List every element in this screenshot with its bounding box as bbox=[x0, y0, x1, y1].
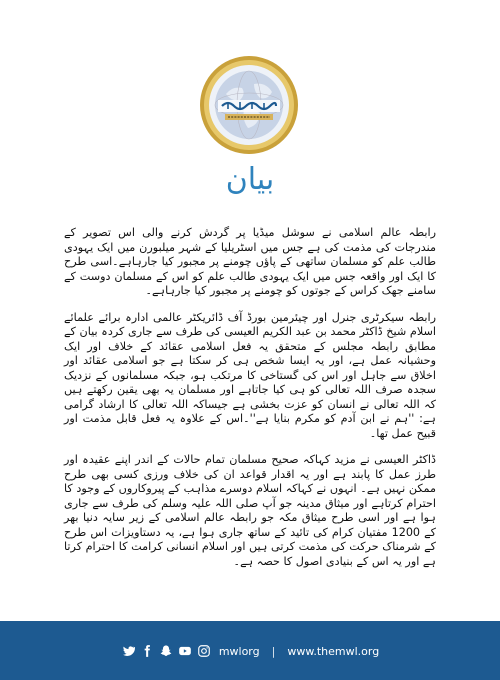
footer-bar bbox=[0, 621, 500, 680]
mwl-seal-icon bbox=[198, 54, 300, 156]
footer-separator: | bbox=[271, 644, 276, 658]
social-icons bbox=[121, 644, 211, 658]
footer-links bbox=[0, 644, 500, 658]
snapchat-icon[interactable] bbox=[159, 644, 173, 658]
paragraph-1: رابطہ عالم اسلامی نے سوشل میڈیا پر گردش کرنے والی اس تصویر کے مندرجات کی مذمت کی ہے جس میں اسٹریلیا کے شہر میلبورن میں ایک یہودی طالب علم کو مسلمان ساتھی کے پاؤں چومنے پر مجبور کیا جارہاہے۔اسی طرح کا ایک اور واقعہ جس میں ایک یہودی طالب علم کو اس کے مسلمان دوست کے سامنے جھک کراس کے جوتوں کو چومنے پر مجبور کیا جارہاہے۔ bbox=[64, 226, 436, 297]
twitter-icon[interactable] bbox=[121, 644, 135, 658]
statement-title: بيان bbox=[225, 162, 275, 197]
paragraph-3: ڈاکٹر العیسی نے مزید کہاکہ صحیح مسلمان تمام حالات کے اندر اپنے عقیدہ اور طرز عمل کا پابند ہے اور یہ اقدار قواعد ان کی خلاف ورزی کسی بھی طرح ممکن نہیں ہے۔ انہوں نے کہاکہ اسلام دوسرے مذاہب کے پیروکاروں کے وجود کا احترام کرتاہے اور میثاق مدینہ جو آپ صلی اللہ علیہ وسلم کی طرف سے جاری ہوا ہے اور اسی طرح میثاق مکہ جو رابطہ عالم اسلامی کے زیر سایہ دنیا بھر کے 1200 مفتیان کرام کی تائید کے ساتھ جاری ہوا ہے، یہ دستاویزات اس طرح کے شرمناک حرکت کی مذمت کرتی ہیں اور اسلام انسانی کرامت کا احترام کرتا ہے اور یہ اس کے بنیادی اصول کا حصہ ہے۔ bbox=[64, 453, 437, 568]
statement-body bbox=[64, 226, 436, 581]
mwl-logo bbox=[198, 54, 300, 156]
instagram-icon[interactable] bbox=[197, 644, 211, 658]
facebook-icon[interactable] bbox=[140, 644, 154, 658]
website-link[interactable]: www.themwl.org bbox=[287, 644, 380, 658]
paragraph-2: رابطہ سیکرٹری جنرل اور چیئرمین بورڈ آف ڈائریکٹر عالمی ادارہ برائے علمائے اسلام شیخ ڈاکٹر محمد بن عبد الکریم العیسی کی طرف سے جاری کردہ بیان کے مطابق رابطہ مجلس کے متحقق یہ فعل اسلامی عقائد کے خلاف اور ایک وحشیانہ عمل ہے، اور یہ ایسا شخص ہی کر سکتا ہے جو اسلامی عقائد اور اخلاق سے جاہل اور اس کی گستاخی کا مرتکب ہو، جبکہ مسلمانوں کے نزدیک سجدہ صرف اللہ تعالی کو ہی کیا جاتاہے اور مسلمان یہ بھی یقین رکھتے ہیں کہ اللہ تعالی نے انسان کو عزت بخشی ہے جیساکہ اللہ تعالی کا ارشاد گرامی ہے: ''ہم نے ابن آدم کو مکرم بنایا ہے''۔اس کے علاوہ یہ فعل قابل مذمت اور قبیح عمل تھا۔ bbox=[64, 310, 436, 440]
social-handle[interactable]: mwlorg bbox=[218, 644, 260, 658]
youtube-icon[interactable] bbox=[178, 644, 192, 658]
